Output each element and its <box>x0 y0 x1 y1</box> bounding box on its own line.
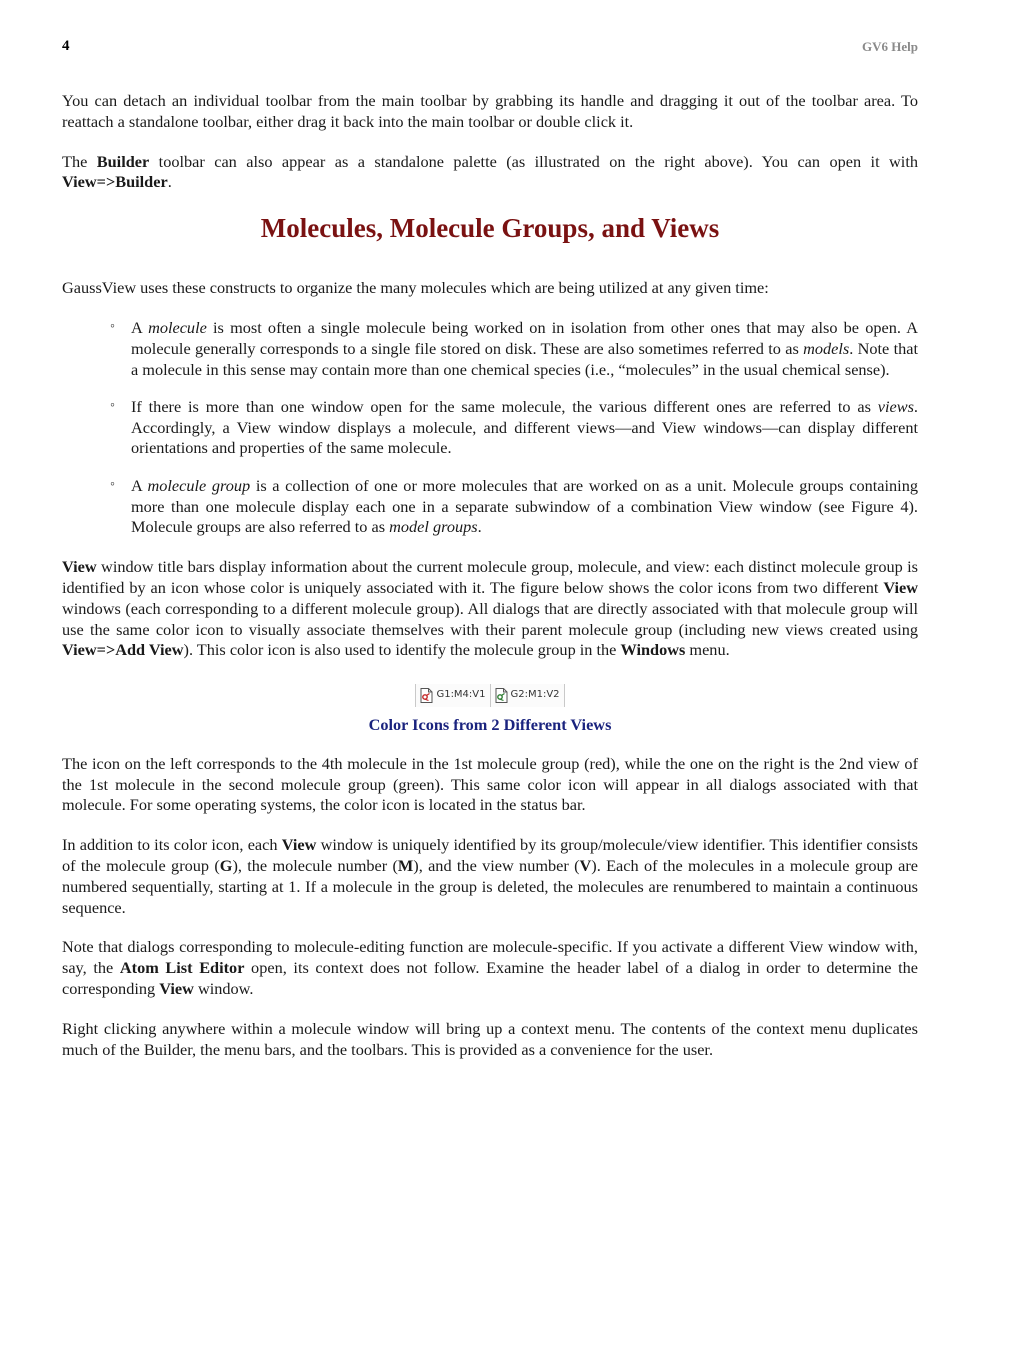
intro-paragraph: GaussView uses these constructs to organize the many molecules which are being utilized at any given time: <box>62 278 769 298</box>
color-icons-figure <box>62 684 918 736</box>
text-run: menu. <box>685 640 730 660</box>
list-item-views <box>110 396 918 459</box>
menu-path-view-builder: View=>Builder <box>62 172 168 192</box>
term-view: View <box>62 557 97 577</box>
bullet-marker: ◦ <box>110 318 115 334</box>
view-tab-g2-m1-v2[interactable] <box>491 684 564 707</box>
text-run: . <box>167 172 172 192</box>
term-view: View <box>159 978 194 998</box>
view-tab-g1-m4-v1[interactable] <box>416 684 490 707</box>
text-run: A <box>131 317 149 337</box>
text-run: window is uniquely identified by its group/molecule/view identifier. This identifier consists of the molecule group ( <box>62 835 918 875</box>
text-run: . Note that a molecule in this sense may contain more than one chemical species (i.e., “molecules” in the usual chemical sense). <box>131 338 918 379</box>
page-number: 4 <box>62 38 70 54</box>
text-run: . <box>477 517 482 537</box>
constructs-list <box>62 318 918 538</box>
term-g: G <box>219 855 233 875</box>
view-tab-label: G2:M1:V2 <box>510 689 560 701</box>
text-run: is most often a single molecule being worked on in isolation from other ones that may also be open. A molecule generally corresponds to a single file stored on disk. These are also sometimes referred to as <box>131 317 918 358</box>
term-molecule: molecule <box>148 317 207 337</box>
dialogs-paragraph <box>62 937 918 999</box>
term-views: views <box>877 396 914 416</box>
icon-explanation-paragraph: The icon on the left corresponds to the 4th molecule in the 1st molecule group (red), while the one on the right is the 2nd view of the 1st molecule in the second molecule group (green). This same color icon will appear in all dialogs associated with that molecule. For some operating systems, the color icon is located in the status bar. <box>62 753 918 815</box>
menu-path-add-view: View=>Add View <box>62 640 184 660</box>
term-view: View <box>883 577 918 597</box>
page-body <box>62 91 918 1079</box>
section-title: Molecules, Molecule Groups, and Views <box>260 213 720 244</box>
text-run: ). This color icon is also used to identify the molecule group in the <box>183 640 621 660</box>
term-m: M <box>397 855 414 875</box>
builder-paragraph <box>62 152 918 194</box>
text-run: . Accordingly, a View window displays a molecule, and different views—and View windows—can display different orientations and properties of the same molecule. <box>131 396 918 458</box>
view-tab-label: G1:M4:V1 <box>436 689 486 701</box>
view-tab-strip <box>415 684 564 707</box>
detach-paragraph: You can detach an individual toolbar from the main toolbar by grabbing its handle and dragging it out of the toolbar area. To reattach a standalone toolbar, either drag it back into the main toolbar or double click it. <box>62 91 918 131</box>
text-run: is a collection of one or more molecules that are worked on as a unit. Molecule groups containing more than one molecule display each one in a separate subwindow of a combination View window (see Figure 4). Molecule groups are also referred to as <box>131 475 918 537</box>
text-run: Note that dialogs corresponding to molecule-editing function are molecule-specific. If you activate a different View window with, say, the <box>62 937 918 978</box>
term-model-groups: model groups <box>389 517 478 537</box>
running-head: GV6 Help <box>862 39 918 54</box>
builder-term: Builder <box>96 151 150 171</box>
figure-caption: Color Icons from 2 Different Views <box>368 714 612 734</box>
bullet-marker: ◦ <box>110 476 115 492</box>
identifier-paragraph <box>62 835 918 918</box>
text-run: ), the molecule number ( <box>232 855 398 875</box>
bullet-marker: ◦ <box>110 397 115 413</box>
term-models: models <box>803 338 850 358</box>
list-item-molecule-group <box>110 475 918 538</box>
text-run: If there is more than one window open for the same molecule, the various different ones are referred to as <box>131 396 878 416</box>
text-run: windows (each corresponding to a different molecule group). All dialogs that are directly associated with that molecule group will use the same color icon to visually associate themselves with their parent molecule group (including new views created using <box>62 598 918 639</box>
term-molecule-group: molecule group <box>147 475 251 495</box>
text-run: ), and the view number ( <box>413 855 580 875</box>
text-run: open, its context does not follow. Examine the header label of a dialog in order to determine the corresponding <box>62 958 919 998</box>
text-run: ). Each of the molecules in a molecule group are numbered sequentially, starting at 1. If a molecule in the group is deleted, the molecules are renumbered to maintain a continuous sequence. <box>62 855 919 917</box>
text-run: window. <box>193 978 254 998</box>
text-run: A <box>131 475 148 495</box>
term-atom-list-editor: Atom List Editor <box>119 958 245 978</box>
view-window-paragraph <box>62 557 918 661</box>
molecule-group-green-icon <box>495 688 508 703</box>
term-v: V <box>579 855 592 875</box>
list-item-molecule <box>110 317 918 380</box>
text-run: window title bars display information about the current molecule group, molecule, and view: each distinct molecule group is identified by an icon whose color is uniquely associated with it. The figure below shows the color icons from two different <box>62 557 918 597</box>
term-windows-menu: Windows <box>620 640 686 660</box>
text-run: In addition to its color icon, each <box>62 835 282 855</box>
text-run: The <box>62 151 97 171</box>
term-view: View <box>281 835 317 855</box>
context-menu-paragraph: Right clicking anywhere within a molecule window will bring up a context menu. The contents of the context menu duplicates much of the Builder, the menu bars, and the toolbars. This is provided as a convenience for the user. <box>62 1018 918 1059</box>
text-run: toolbar can also appear as a standalone palette (as illustrated on the right above). You can open it with <box>149 151 918 171</box>
molecule-group-red-icon <box>420 688 433 703</box>
